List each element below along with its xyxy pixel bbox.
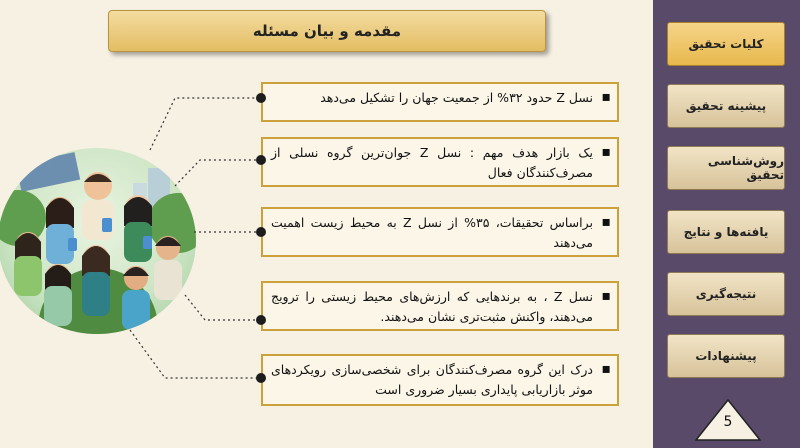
bullet-2-dot — [256, 155, 266, 165]
page-number: 5 — [723, 414, 733, 430]
bullet-1 — [261, 82, 619, 122]
bullet-5-dot — [256, 373, 266, 383]
nav-item-overview[interactable]: کلیات تحقیق — [667, 22, 785, 66]
bullet-1-dot — [256, 93, 266, 103]
page-number-badge — [694, 398, 762, 442]
bullet-4-text: ▪ نسل Z ، به برندهایی که ارزش‌های محیط زیستی را ترویج می‌دهند، واکنش مثبت‌تری نشان می‌دهند. — [271, 289, 593, 324]
bullet-3 — [261, 207, 619, 257]
slide-title: مقدمه و بیان مسئله — [108, 10, 546, 52]
bullet-5 — [261, 354, 619, 406]
bullet-2-text: ▪ یک بازار هدف مهم : نسل Z جوان‌ترین گروه نسلی از مصرف‌کنندگان فعال — [271, 145, 593, 180]
nav-item-methodology[interactable]: روش‌شناسی تحقیق — [667, 146, 785, 190]
bullet-4-dot — [256, 315, 266, 325]
bullet-3-dot — [256, 227, 266, 237]
bullet-2 — [261, 137, 619, 187]
bullet-3-text: ▪ براساس تحقیقات، ۳۵% از نسل Z به محیط زیست اهمیت می‌دهند — [271, 215, 593, 250]
connector-lines — [0, 0, 270, 448]
nav-item-conclusion[interactable]: نتیجه‌گیری — [667, 272, 785, 316]
bullet-5-text: ▪ درک این گروه مصرف‌کنندگان برای شخصی‌سازی رویکردهای موثر بازاریابی پایداری بسیار ضروری است — [271, 362, 593, 397]
nav-item-suggestions[interactable]: پیشنهادات — [667, 334, 785, 378]
bullet-4 — [261, 281, 619, 331]
bullet-1-text: ▪ نسل Z حدود ۳۲% از جمعیت جهان را تشکیل می‌دهد — [320, 90, 593, 105]
nav-item-literature[interactable]: پیشینه تحقیق — [667, 84, 785, 128]
nav-item-findings[interactable]: یافته‌ها و نتایج — [667, 210, 785, 254]
